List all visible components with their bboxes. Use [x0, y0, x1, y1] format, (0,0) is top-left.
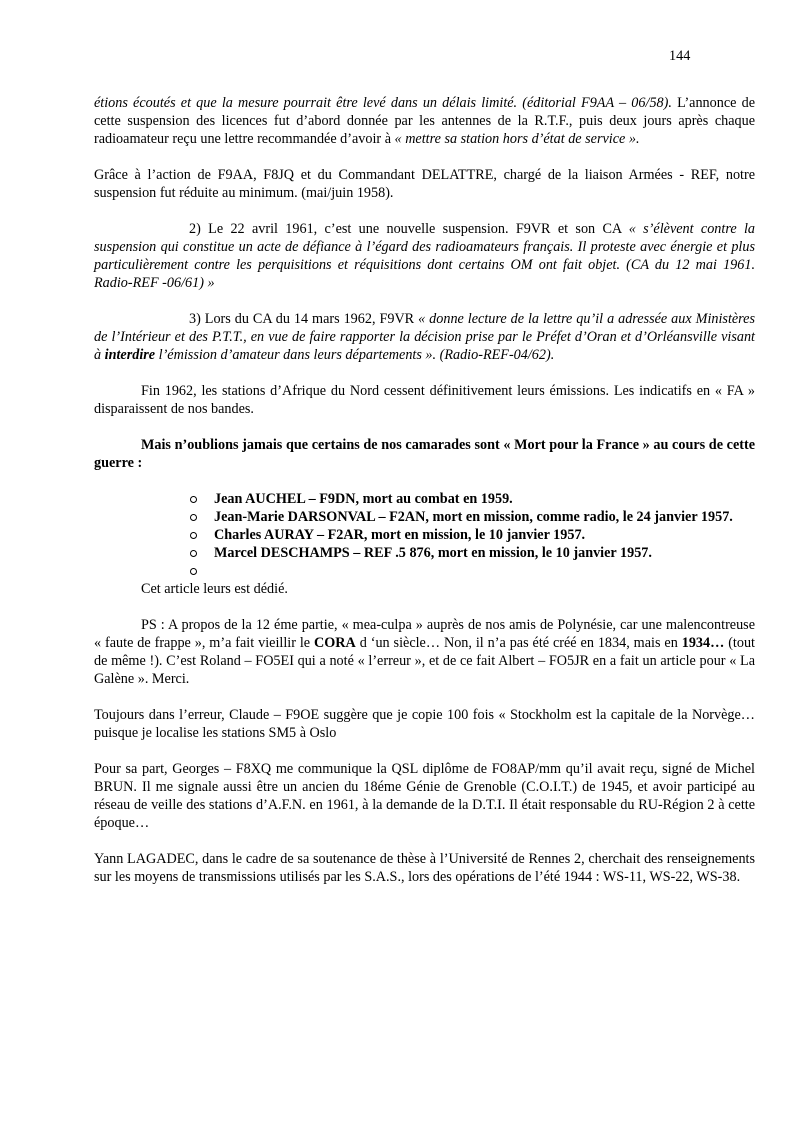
paragraph-1961-suspension — [94, 220, 755, 292]
ps-text-2: d ‘un siècle… Non, il n’a pas été créé en 1834, mais en — [355, 635, 682, 651]
announcement-text: L’annonce de cette suspension des licences fut d’abord donnée par les antennes de la R.T.F., puis deux jours après chaque radioamateur reçu une lettre recommandée d’avoir à — [94, 95, 755, 147]
bullet-circle-icon — [190, 532, 197, 539]
memorial-entry: Charles AURAY – F2AR, mort en mission, le 10 janvier 1957. — [214, 527, 586, 543]
ps-text-1: PS : A propos de la 12 éme partie, « mea-culpa » auprès de nos amis de Polynésie, car une malencontreuse « faute de frappe », m’a fait vieillir le — [94, 617, 755, 651]
letter-quote: « mettre sa station hors d’état de service ». — [394, 131, 640, 147]
paragraph-lagadec: Yann LAGADEC, dans le cadre de sa soutenance de thèse à l’Université de Rennes 2, cherchait des renseignements sur les moyens de transmissions utilisés par les S.A.S., lors des opérations de l’été 1944 : WS-11, WS-22, WS-38. — [94, 851, 755, 885]
list-item — [188, 544, 755, 562]
ca-1962-intro: 3) Lors du CA du 14 mars 1962, F9VR — [189, 311, 419, 327]
memorial-entry: Marcel DESCHAMPS – REF .5 876, mort en mission, le 10 janvier 1957. — [214, 545, 652, 561]
memorial-list — [188, 490, 755, 580]
bullet-circle-icon — [190, 550, 197, 557]
paragraph-end-1962: Fin 1962, les stations d’Afrique du Nord cessent définitivement leurs émissions. Les indicatifs en « FA » disparaissent de nos bandes. — [94, 383, 755, 417]
list-item — [188, 526, 755, 544]
bullet-circle-icon — [190, 568, 197, 575]
ps-year: 1934… — [681, 635, 725, 651]
ca-1962-quote-part1: « donne lecture de la lettre qu’il a adressée aux Ministères de l’Intérieur et des P.T.T., en vue de faire rapporter la décision prise par le Préfet d’Oran et d’Orléansville visant à — [94, 311, 755, 363]
ps-cora: CORA — [314, 635, 356, 651]
list-item — [188, 490, 755, 508]
editorial-quote: étions écoutés et que la mesure pourrait être levé dans un délais limité. (éditorial F9AA – 06/58). — [94, 95, 672, 111]
list-item — [188, 562, 755, 580]
suspension-1961-intro: 2) Le 22 avril 1961, c’est une nouvelle suspension. F9VR et son CA — [189, 221, 629, 237]
paragraph-f8xq: Pour sa part, Georges – F8XQ me communique la QSL diplôme de FO8AP/mm qu’il avait reçu, signé de Michel BRUN. Il me signale aussi être un ancien du 18éme Génie de Grenoble (C.O.I.T.) de 1945, et avoir participé au réseau de veille des stations d’A.F.N. en 1961, à la demande de la D.T.I. Il était responsable du RU-Région 2 à cette époque… — [94, 761, 755, 831]
paragraph-reduction: Grâce à l’action de F9AA, F8JQ et du Commandant DELATTRE, chargé de la liaison Armées - REF, notre suspension fut réduite au minimum. (mai/juin 1958). — [94, 167, 755, 201]
memorial-entry: Jean AUCHEL – F9DN, mort au combat en 1959. — [214, 491, 513, 507]
paragraph-suspension-announcement — [94, 94, 755, 148]
document-body — [94, 94, 755, 886]
suspension-1961-quote: « s’élèvent contre la suspension qui constitue un acte de défiance à l’égard des radioamateurs français. Il proteste avec énergie et plus particulièrement contre les perquisitions et réquisitions dont certains OM ont fait objet. (CA du 12 mai 1961. Radio-REF -06/61) » — [94, 221, 755, 291]
bullet-circle-icon — [190, 496, 197, 503]
page-number: 144 — [669, 48, 691, 64]
paragraph-stockholm-error: Toujours dans l’erreur, Claude – F9OE suggère que je copie 100 fois « Stockholm est la capitale de la Norvège…puisque je localise les stations SM5 à Oslo — [94, 707, 755, 741]
dedication: Cet article leurs est dédié. — [141, 581, 288, 597]
paragraph-1962-ca — [94, 310, 755, 364]
memorial-entry: Jean-Marie DARSONVAL – F2AN, mort en mission, comme radio, le 24 janvier 1957. — [214, 509, 733, 525]
ca-1962-quote-part2: l’émission d’amateur dans leurs départements ». (Radio-REF-04/62). — [155, 347, 555, 363]
ca-1962-emphasis: interdire — [104, 347, 156, 363]
ps-text-3: (tout de même !). C’est Roland – FO5EI qui a noté « l’erreur », et de ce fait Albert – FO5JR en a fait un article pour « La Galène ». Merci. — [94, 635, 755, 687]
bullet-circle-icon — [190, 514, 197, 521]
paragraph-ps — [94, 616, 755, 688]
remembrance-text: Mais n’oublions jamais que certains de nos camarades sont « Mort pour la France » au cours de cette guerre : — [94, 437, 755, 471]
paragraph-remembrance — [94, 436, 755, 472]
list-item — [188, 508, 755, 526]
